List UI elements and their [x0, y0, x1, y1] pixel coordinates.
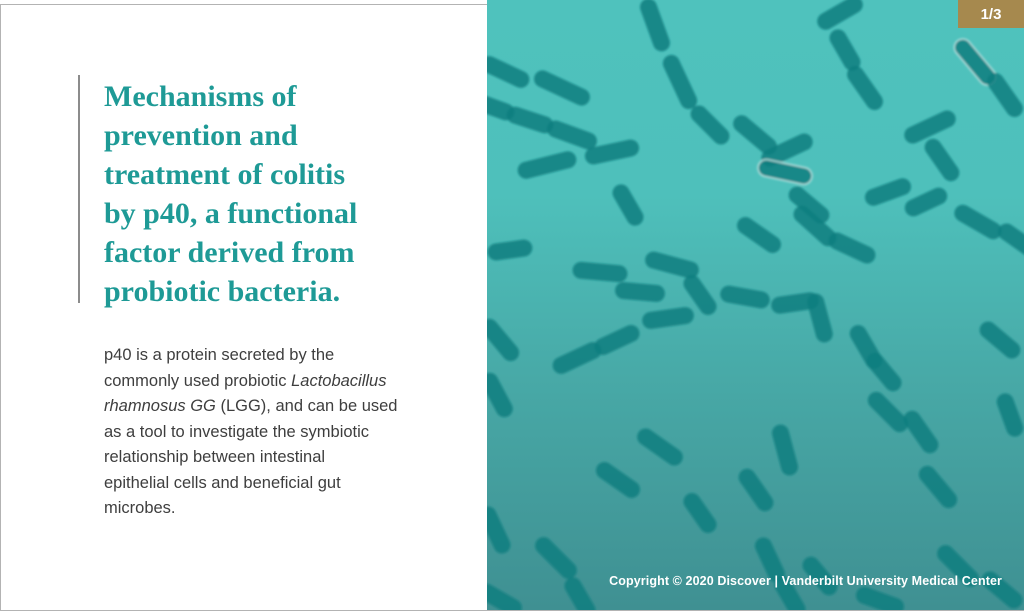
slide-title: Mechanisms of prevention and treatment of colitis by p40, a functional factor derived from probiotic bacteria. — [104, 80, 358, 308]
heading-accent-rule — [78, 75, 80, 303]
copyright-text: Copyright © 2020 Discover | Vanderbilt University Medical Center — [609, 574, 1002, 588]
slide-body-paragraph: p40 is a protein secreted by the commonly used probiotic Lactobacillus rhamnosus GG (LGG), and can be used as a tool to investigate the symbiotic relationship between intestinal epithelial cells and beneficial gut microbes. — [104, 346, 398, 517]
slide-border-bottom — [0, 610, 1024, 611]
page-indicator-label: 1/3 — [980, 5, 1002, 23]
bacteria-illustration — [487, 0, 1024, 610]
bacteria-svg — [487, 0, 1024, 610]
page-indicator-badge — [958, 0, 1024, 28]
text-panel — [1, 5, 487, 610]
